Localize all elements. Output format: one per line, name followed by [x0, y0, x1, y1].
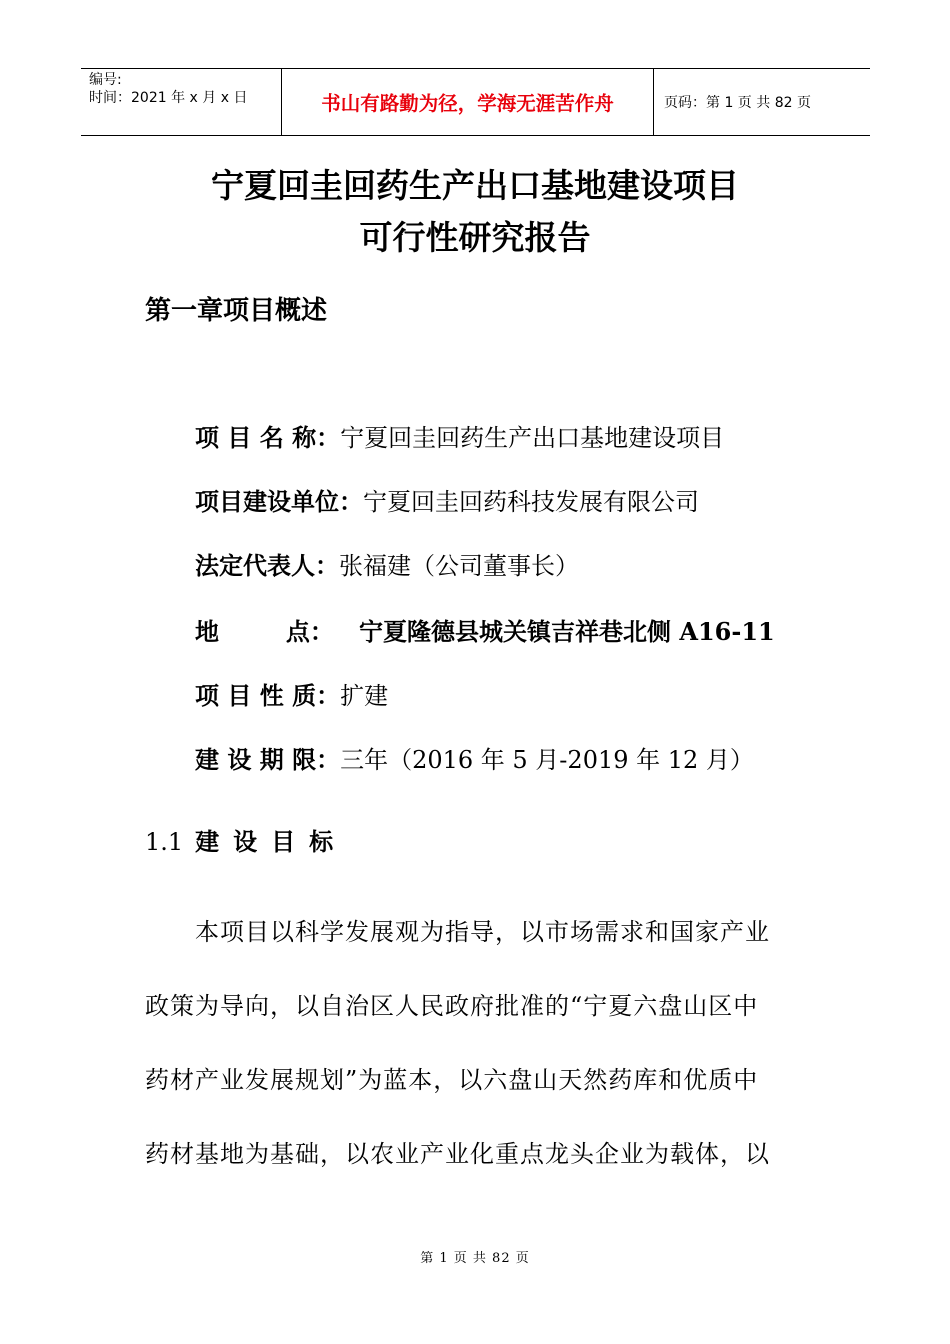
paragraph-line: 本项目以科学发展观为指导，以市场需求和国家产业 [195, 918, 770, 946]
field-label: 建 设 期 限： [195, 746, 341, 774]
document-date: 时间：2021 年 x 月 x 日 [89, 90, 248, 106]
field-value: 宁夏回圭回药科技发展有限公司 [363, 488, 699, 516]
field-project-nature [195, 676, 388, 711]
field-value: 宁夏回圭回药生产出口基地建设项目 [340, 424, 725, 452]
field-construction-unit [195, 482, 699, 517]
document-title-line2: 可行性研究报告 [359, 218, 591, 257]
document-number-label: 编号: [89, 72, 122, 88]
field-value: 扩建 [340, 682, 389, 710]
field-project-name [195, 418, 724, 453]
field-value: 三年（2016 年 5 月-2019 年 12 月） [340, 746, 754, 774]
field-construction-period [195, 740, 754, 775]
field-label: 项 目 性 质： [195, 682, 341, 710]
header-page-info: 页码：第 1 页 共 82 页 [664, 95, 811, 111]
header-meta [81, 69, 282, 135]
page-footer: 第 1 页 共 82 页 [420, 1251, 530, 1266]
section-heading [145, 822, 347, 857]
document-title-line1: 宁夏回圭回药生产出口基地建设项目 [211, 166, 739, 205]
field-label: 地 点： [195, 618, 334, 646]
chapter-heading: 第一章项目概述 [145, 296, 328, 326]
section-number: 1.1 [145, 828, 184, 856]
paragraph-line: 政策为导向，以自治区人民政府批准的“宁夏六盘山区中 [145, 992, 759, 1020]
field-label: 法定代表人： [195, 552, 339, 580]
field-location [195, 612, 775, 647]
field-value: 宁夏隆德县城关镇吉祥巷北侧 A16-11 [359, 617, 775, 646]
field-legal-representative [195, 546, 579, 581]
paragraph-line: 药材基地为基础，以农业产业化重点龙头企业为载体，以 [145, 1140, 770, 1168]
document-header [81, 68, 870, 136]
field-label: 项目建设单位： [195, 488, 363, 516]
paragraph-line: 药材产业发展规划”为蓝本，以六盘山天然药库和优质中 [145, 1066, 759, 1094]
field-label: 项 目 名 称： [195, 424, 341, 452]
field-value: 张福建（公司董事长） [339, 552, 579, 580]
header-motto: 书山有路勤为径，学海无涯苦作舟 [282, 69, 654, 135]
section-title: 建设目标 [195, 828, 348, 856]
